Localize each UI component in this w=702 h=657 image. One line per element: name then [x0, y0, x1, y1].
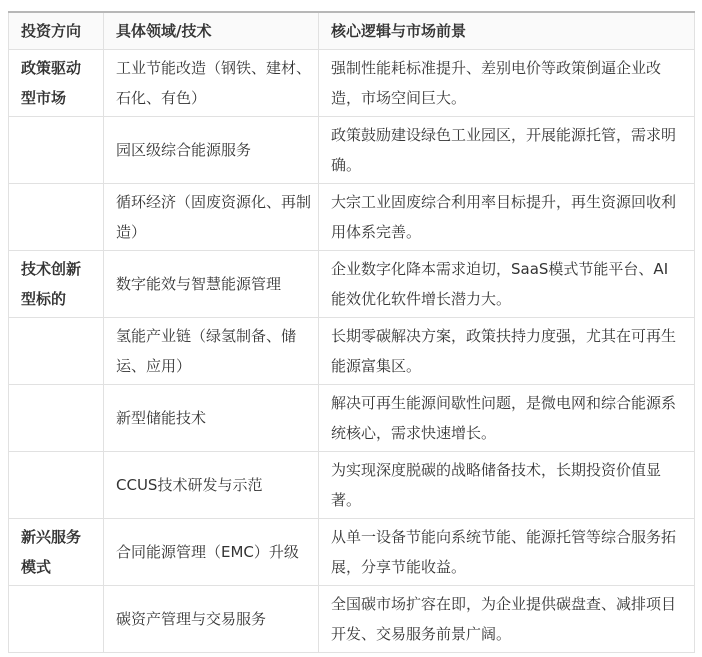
- direction-cell: 政策驱动型市场: [9, 50, 104, 117]
- field-cell: 数字能效与智慧能源管理: [104, 251, 319, 318]
- logic-cell: 全国碳市场扩容在即，为企业提供碳盘查、减排项目开发、交易服务前景广阔。: [319, 586, 695, 653]
- logic-cell: 为实现深度脱碳的战略储备技术，长期投资价值显著。: [319, 452, 695, 519]
- field-cell: 合同能源管理（EMC）升级: [104, 519, 319, 586]
- logic-cell: 强制性能耗标准提升、差别电价等政策倒逼企业改造，市场空间巨大。: [319, 50, 695, 117]
- column-header-logic: 核心逻辑与市场前景: [319, 12, 695, 50]
- direction-cell: [9, 385, 104, 452]
- field-cell: 氢能产业链（绿氢制备、储运、应用）: [104, 318, 319, 385]
- direction-cell: [9, 117, 104, 184]
- direction-cell: 技术创新型标的: [9, 251, 104, 318]
- table-header: [9, 12, 695, 50]
- field-cell: 新型储能技术: [104, 385, 319, 452]
- logic-cell: 政策鼓励建设绿色工业园区，开展能源托管，需求明确。: [319, 117, 695, 184]
- investment-table: [8, 11, 695, 653]
- table-row: [9, 318, 695, 385]
- header-row: [9, 12, 695, 50]
- direction-cell: [9, 452, 104, 519]
- logic-cell: 从单一设备节能向系统节能、能源托管等综合服务拓展，分享节能收益。: [319, 519, 695, 586]
- field-cell: 循环经济（固废资源化、再制造）: [104, 184, 319, 251]
- column-header-direction: 投资方向: [9, 12, 104, 50]
- table-row: [9, 385, 695, 452]
- field-cell: 工业节能改造（钢铁、建材、石化、有色）: [104, 50, 319, 117]
- direction-cell: [9, 184, 104, 251]
- logic-cell: 长期零碳解决方案，政策扶持力度强，尤其在可再生能源富集区。: [319, 318, 695, 385]
- direction-cell: [9, 586, 104, 653]
- logic-cell: 大宗工业固废综合利用率目标提升，再生资源回收利用体系完善。: [319, 184, 695, 251]
- table-row: [9, 251, 695, 318]
- field-cell: CCUS技术研发与示范: [104, 452, 319, 519]
- field-cell: 碳资产管理与交易服务: [104, 586, 319, 653]
- direction-cell: 新兴服务模式: [9, 519, 104, 586]
- direction-cell: [9, 318, 104, 385]
- table-row: [9, 117, 695, 184]
- table-row: [9, 519, 695, 586]
- logic-cell: 企业数字化降本需求迫切，SaaS模式节能平台、AI能效优化软件增长潜力大。: [319, 251, 695, 318]
- field-cell: 园区级综合能源服务: [104, 117, 319, 184]
- table-row: [9, 586, 695, 653]
- table-row: [9, 184, 695, 251]
- table-row: [9, 452, 695, 519]
- logic-cell: 解决可再生能源间歇性问题，是微电网和综合能源系统核心，需求快速增长。: [319, 385, 695, 452]
- column-header-field: 具体领域/技术: [104, 12, 319, 50]
- table-body: [9, 50, 695, 653]
- table-row: [9, 50, 695, 117]
